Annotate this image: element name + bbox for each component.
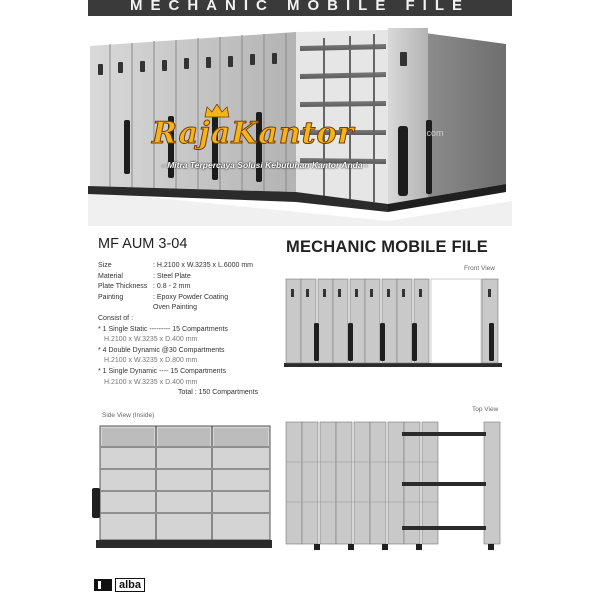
alba-logo — [94, 577, 154, 593]
spec-row — [98, 261, 283, 272]
model-number: MF AUM 3-04 — [98, 236, 188, 252]
watermark-domain: .com — [424, 128, 444, 138]
alba-logo-text: alba — [115, 578, 145, 592]
spec-key: Material — [98, 272, 123, 280]
consist-item-dims: H.2100 x W.3235 x D.400 mm — [104, 378, 198, 386]
top-view-drawing — [284, 418, 502, 554]
header-banner — [88, 0, 512, 16]
consist-total: Total : 150 Compartments — [178, 389, 259, 397]
spec-value: : Epoxy Powder Coating — [153, 293, 229, 301]
consist-item-dims: H.2100 x W.3235 x D.400 mm — [104, 336, 198, 344]
consist-item-dims: H.2100 x W.3235 x D.800 mm — [104, 357, 198, 365]
watermark-logo — [148, 116, 458, 186]
watermark-tagline: - Mitra Terpercaya Solusi Kebutuhan Kantor Anda - — [162, 160, 368, 170]
consist-item: * 4 Double Dynamic @30 Compartments — [98, 346, 225, 354]
spec-row — [98, 272, 283, 283]
spec-row — [98, 282, 283, 293]
watermark-brand: RajaKantor — [152, 116, 355, 151]
spec-value: : 0.8 - 2 mm — [153, 283, 191, 291]
side-view-drawing — [92, 424, 272, 550]
spec-key: Painting — [98, 293, 124, 301]
hero-render — [88, 16, 512, 226]
spec-value: Oven Painting — [153, 304, 197, 312]
spec-value: : Steel Plate — [153, 272, 191, 280]
consist-item: * 1 Single Dynamic ---- 15 Compartments — [98, 367, 226, 375]
spec-key: Size — [98, 262, 112, 269]
spec-row — [98, 303, 283, 314]
alba-logo-mark-icon — [94, 579, 112, 591]
top-view-label: Top View — [472, 406, 499, 413]
spec-key: Plate Thickness — [98, 283, 148, 291]
front-view-drawing — [284, 277, 502, 369]
spec-row — [98, 293, 283, 304]
spec-table — [98, 261, 283, 314]
consist-item: * 1 Single Static --------- 15 Compartments — [98, 325, 228, 333]
consist-list — [98, 314, 288, 399]
product-name: MECHANIC MOBILE FILE — [286, 238, 488, 256]
product-sheet — [88, 0, 512, 600]
consist-heading: Consist of : — [98, 315, 134, 322]
spec-key — [98, 303, 153, 314]
front-view-label: Front View — [464, 265, 495, 272]
banner-title: MECHANIC MOBILE FILE — [130, 0, 470, 14]
side-view-label: Side View (Inside) — [102, 412, 155, 419]
spec-value: : H.2100 x W.3235 x L.6000 mm — [153, 262, 253, 269]
